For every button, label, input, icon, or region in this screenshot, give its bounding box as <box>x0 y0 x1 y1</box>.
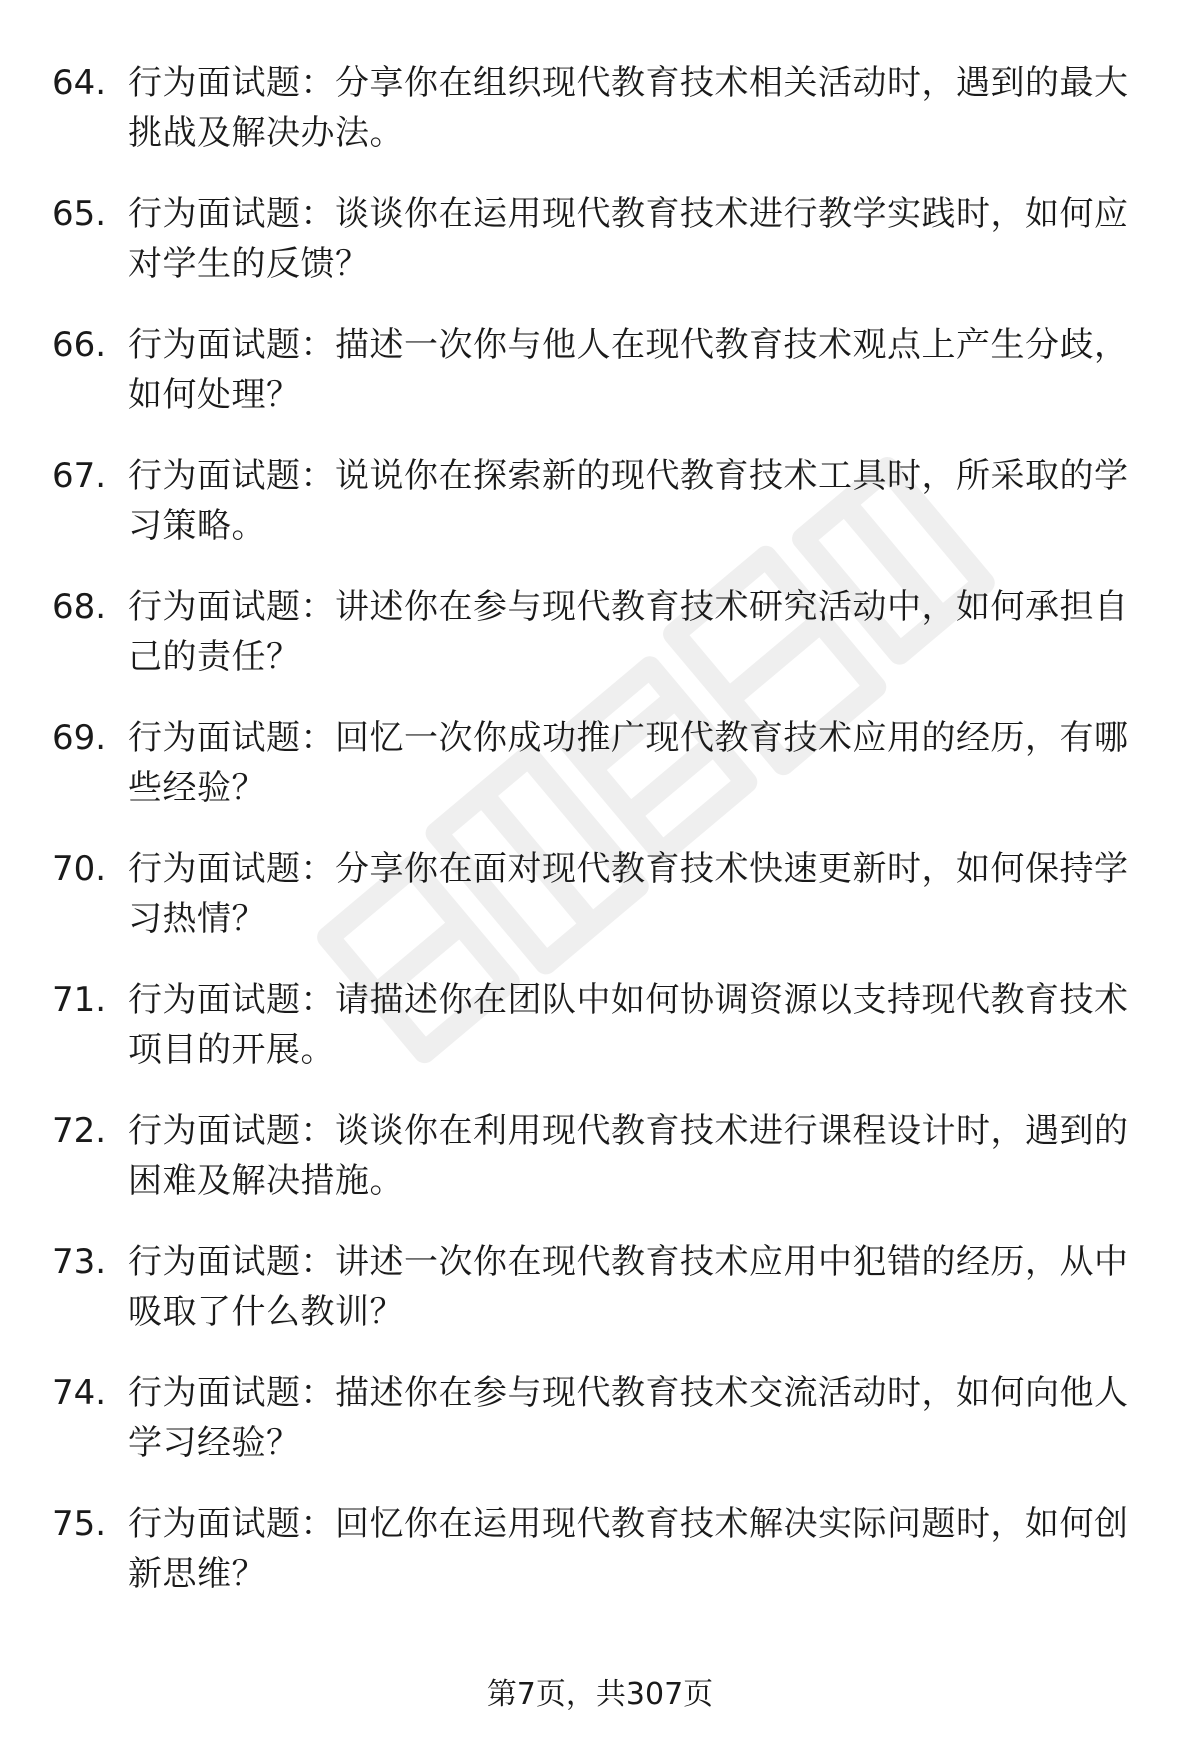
question-text: 行为面试题：讲述你在参与现代教育技术研究活动中，如何承担自己的责任？ <box>128 587 1129 677</box>
question-text: 行为面试题：分享你在组织现代教育技术相关活动时，遇到的最大挑战及解决办法。 <box>128 63 1129 153</box>
question-list <box>0 58 1200 1630</box>
question-item <box>0 713 1200 844</box>
question-text: 行为面试题：分享你在面对现代教育技术快速更新时，如何保持学习热情？ <box>128 849 1129 939</box>
question-item <box>0 582 1200 713</box>
question-number: 68. <box>52 587 107 627</box>
question-number: 70. <box>52 849 107 889</box>
question-number: 73. <box>52 1242 107 1282</box>
question-number: 67. <box>52 456 107 496</box>
question-item <box>0 844 1200 975</box>
question-text: 行为面试题：讲述一次你在现代教育技术应用中犯错的经历，从中吸取了什么教训？ <box>128 1242 1129 1332</box>
question-item <box>0 189 1200 320</box>
question-text: 行为面试题：回忆你在运用现代教育技术解决实际问题时，如何创新思维？ <box>128 1504 1129 1594</box>
question-item <box>0 1499 1200 1630</box>
question-item <box>0 1237 1200 1368</box>
question-number: 64. <box>52 63 107 103</box>
question-number: 74. <box>52 1373 107 1413</box>
question-text: 行为面试题：描述一次你与他人在现代教育技术观点上产生分歧，如何处理？ <box>128 325 1129 415</box>
question-number: 65. <box>52 194 107 234</box>
question-number: 72. <box>52 1111 107 1151</box>
question-text: 行为面试题：谈谈你在运用现代教育技术进行教学实践时，如何应对学生的反馈？ <box>128 194 1129 284</box>
question-text: 行为面试题：谈谈你在利用现代教育技术进行课程设计时，遇到的困难及解决措施。 <box>128 1111 1129 1201</box>
question-number: 75. <box>52 1504 107 1544</box>
question-item <box>0 1106 1200 1237</box>
question-item <box>0 1368 1200 1499</box>
question-item <box>0 320 1200 451</box>
question-item <box>0 58 1200 189</box>
page-number-footer: 第7页，共307页 <box>486 1677 714 1712</box>
question-item <box>0 975 1200 1106</box>
question-item <box>0 451 1200 582</box>
question-text: 行为面试题：请描述你在团队中如何协调资源以支持现代教育技术项目的开展。 <box>128 980 1129 1070</box>
question-text: 行为面试题：描述你在参与现代教育技术交流活动时，如何向他人学习经验？ <box>128 1373 1129 1463</box>
question-number: 69. <box>52 718 107 758</box>
question-number: 71. <box>52 980 107 1020</box>
question-text: 行为面试题：回忆一次你成功推广现代教育技术应用的经历，有哪些经验？ <box>128 718 1129 808</box>
question-text: 行为面试题：说说你在探索新的现代教育技术工具时，所采取的学习策略。 <box>128 456 1129 546</box>
question-number: 66. <box>52 325 107 365</box>
